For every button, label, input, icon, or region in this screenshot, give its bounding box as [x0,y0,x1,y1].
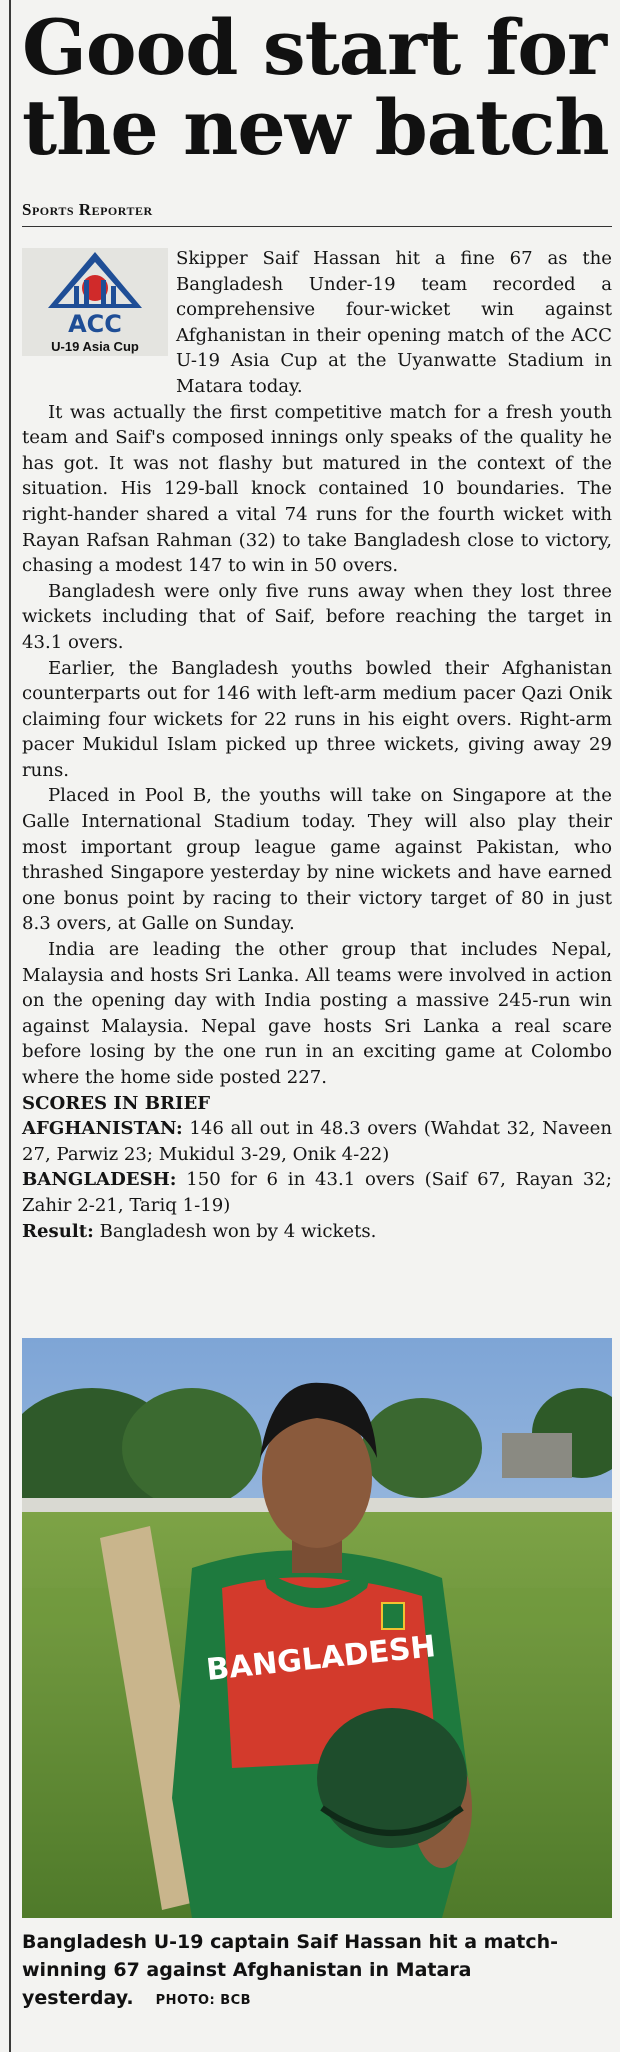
score-detail: 146 all out in 48.3 overs (Wahdat 32, Naveen 27, Parwiz 23; Mukidul 3-29, Onik 4-22) [22,1118,612,1165]
score-bangladesh [22,1167,612,1218]
article-body [22,246,612,1244]
paragraph: It was actually the first competitive match for a fresh youth team and Saif's composed innings only speaks of the quality he has got. It was not flashy but matured in the context of the situation. His 129-ball knock contained 10 boundaries. The right-hander shared a vital 74 runs for the fourth wicket with Rayan Rafsan Rahman (32) to take Bangladesh close to victory, chasing a modest 147 to win in 50 overs. [22,401,612,577]
logo-label: U-19 Asia Cup [51,339,139,354]
paragraph: Bangladesh were only five runs away when they lost three wickets including that of Saif, before reaching the target in 43.1 overs. [22,580,612,653]
result-detail: Bangladesh won by 4 wickets. [93,1220,377,1242]
jersey-text: BANGLADESH [204,1629,438,1688]
photo-credit: PHOTO: BCB [155,1993,252,2008]
result-label: Result: [22,1220,94,1242]
paragraph: Earlier, the Bangladesh youths bowled their Afghanistan counterparts out for 146 with left-arm medium pacer Qazi Onik claiming four wickets for 22 runs in his eight overs. Right-arm pacer Mukidul Islam picked up three wickets, giving away 29 runs. [22,657,612,781]
headline: Good start for the new batch [22,3,609,172]
score-team-label: BANGLADESH: [22,1169,177,1191]
paragraph: India are leading the other group that includes Nepal, Malaysia and hosts Sri Lanka. All teams were involved in action on the opening day with India posting a massive 245-run win against Malaysia. Nepal gave hosts Sri Lanka a real scare before losing by the one run in an exciting game at Colombo where the home side posted 227. [22,939,612,1088]
byline: Sports Reporter [22,200,612,227]
scores-heading: SCORES IN BRIEF [22,1092,211,1114]
score-detail: 150 for 6 in 43.1 overs (Saif 67, Rayan 32; Zahir 2-21, Tariq 1-19) [22,1169,612,1216]
score-team-label: AFGHANISTAN: [22,1118,183,1140]
caption-text: Bangladesh U-19 captain Saif Hassan hit a match-winning 67 against Afghanistan in Matara yesterday. [22,1931,559,2009]
photo-caption [22,1928,612,2015]
paragraph-lead: Skipper Saif Hassan hit a fine 67 as the Bangladesh Under-19 team recorded a comprehensive four-wicket win against Afghanistan in their opening match of the ACC U-19 Asia Cup at the Uyanwatte Stadium in Matara today. [176,248,612,397]
column-rule [9,0,11,2052]
logo-mark: ACC [68,310,122,338]
paragraph: Placed in Pool B, the youths will take on Singapore at the Galle International Stadium today. They will also play their most important group league game against Pakistan, who thrashed Singapore yesterday by nine wickets and have earned one bonus point by racing to their victory target of 80 in just 8.3 overs, at Galle on Sunday. [22,785,612,935]
score-result [22,1219,612,1245]
score-afghanistan [22,1116,612,1167]
captain-photo [22,1338,612,1918]
